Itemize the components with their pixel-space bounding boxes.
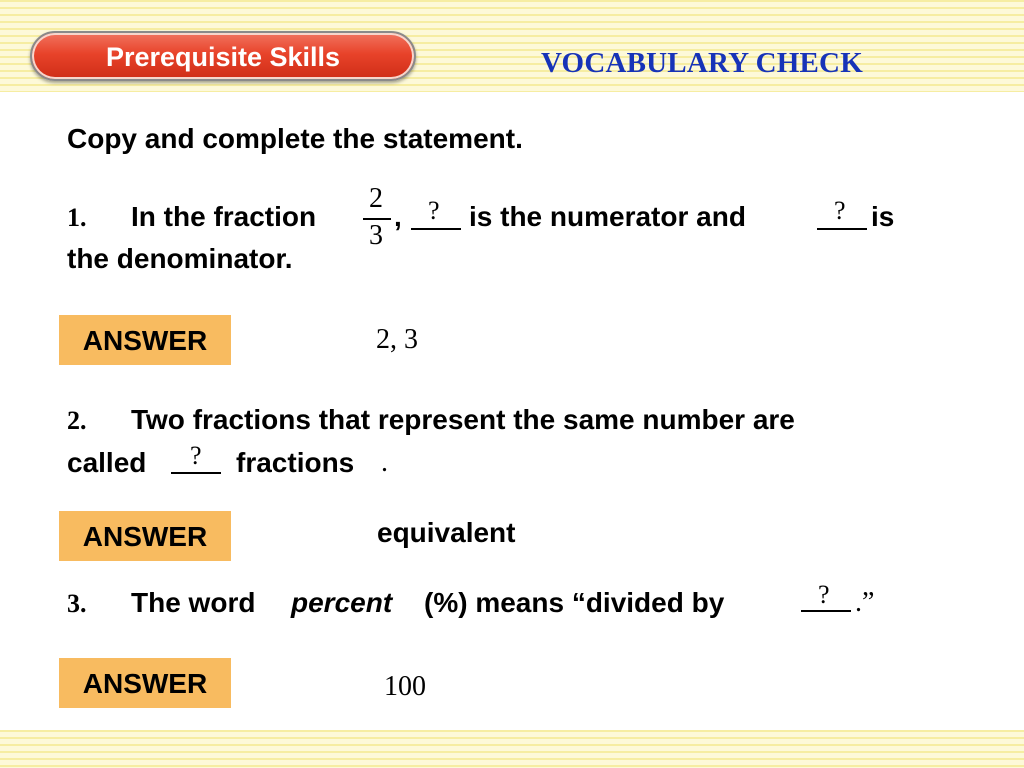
question-1-text-b: is the numerator and — [469, 201, 746, 232]
question-2-number: 2. — [67, 406, 87, 435]
answer-label: ANSWER — [82, 521, 208, 552]
answer-3-value: 100 — [384, 671, 426, 702]
page-title: VOCABULARY CHECK — [541, 47, 863, 79]
blank-3 — [801, 610, 851, 612]
instruction-text: Copy and complete the statement. — [67, 123, 523, 154]
answer-badge-1 — [59, 315, 231, 365]
question-1-line-2: the denominator. — [67, 243, 293, 274]
question-3-end-punct: .” — [855, 587, 875, 618]
question-3-italic-word: percent — [291, 587, 393, 618]
blank-2-question-mark: ? — [190, 441, 202, 470]
badge-label: Prerequisite Skills — [105, 42, 341, 72]
answer-badge-2 — [59, 511, 231, 561]
prerequisite-skills-badge — [30, 31, 416, 81]
question-1-text-a: In the fraction — [131, 201, 317, 232]
question-1-comma: , — [394, 201, 402, 232]
question-2-end-punct: . — [381, 447, 388, 478]
question-2-line-1: Two fractions that represent the same number are — [131, 404, 795, 435]
fraction-numerator: 2 — [369, 183, 383, 214]
answer-2-value: equivalent — [377, 517, 516, 548]
blank-1b-question-mark: ? — [834, 196, 846, 225]
question-1-number: 1. — [67, 203, 87, 232]
question-2-text-b: fractions — [236, 447, 355, 478]
blank-1a-question-mark: ? — [428, 196, 440, 225]
answer-badge-3 — [59, 658, 231, 708]
question-2-text-a: called — [67, 447, 147, 478]
answer-1-value: 2, 3 — [376, 324, 418, 355]
question-3-number: 3. — [67, 589, 87, 618]
blank-1b — [817, 228, 867, 230]
footer-stripe-band — [0, 730, 1024, 768]
blank-3-question-mark: ? — [818, 580, 830, 609]
answer-label: ANSWER — [82, 325, 208, 356]
fraction-denominator: 3 — [369, 220, 383, 251]
blank-1a — [411, 228, 461, 230]
blank-2 — [171, 472, 221, 474]
answer-label: ANSWER — [82, 668, 208, 699]
question-3-text-a: The word — [131, 587, 256, 618]
question-1-text-c: is — [871, 201, 895, 232]
question-3-text-b: (%) means “divided by — [424, 587, 725, 618]
